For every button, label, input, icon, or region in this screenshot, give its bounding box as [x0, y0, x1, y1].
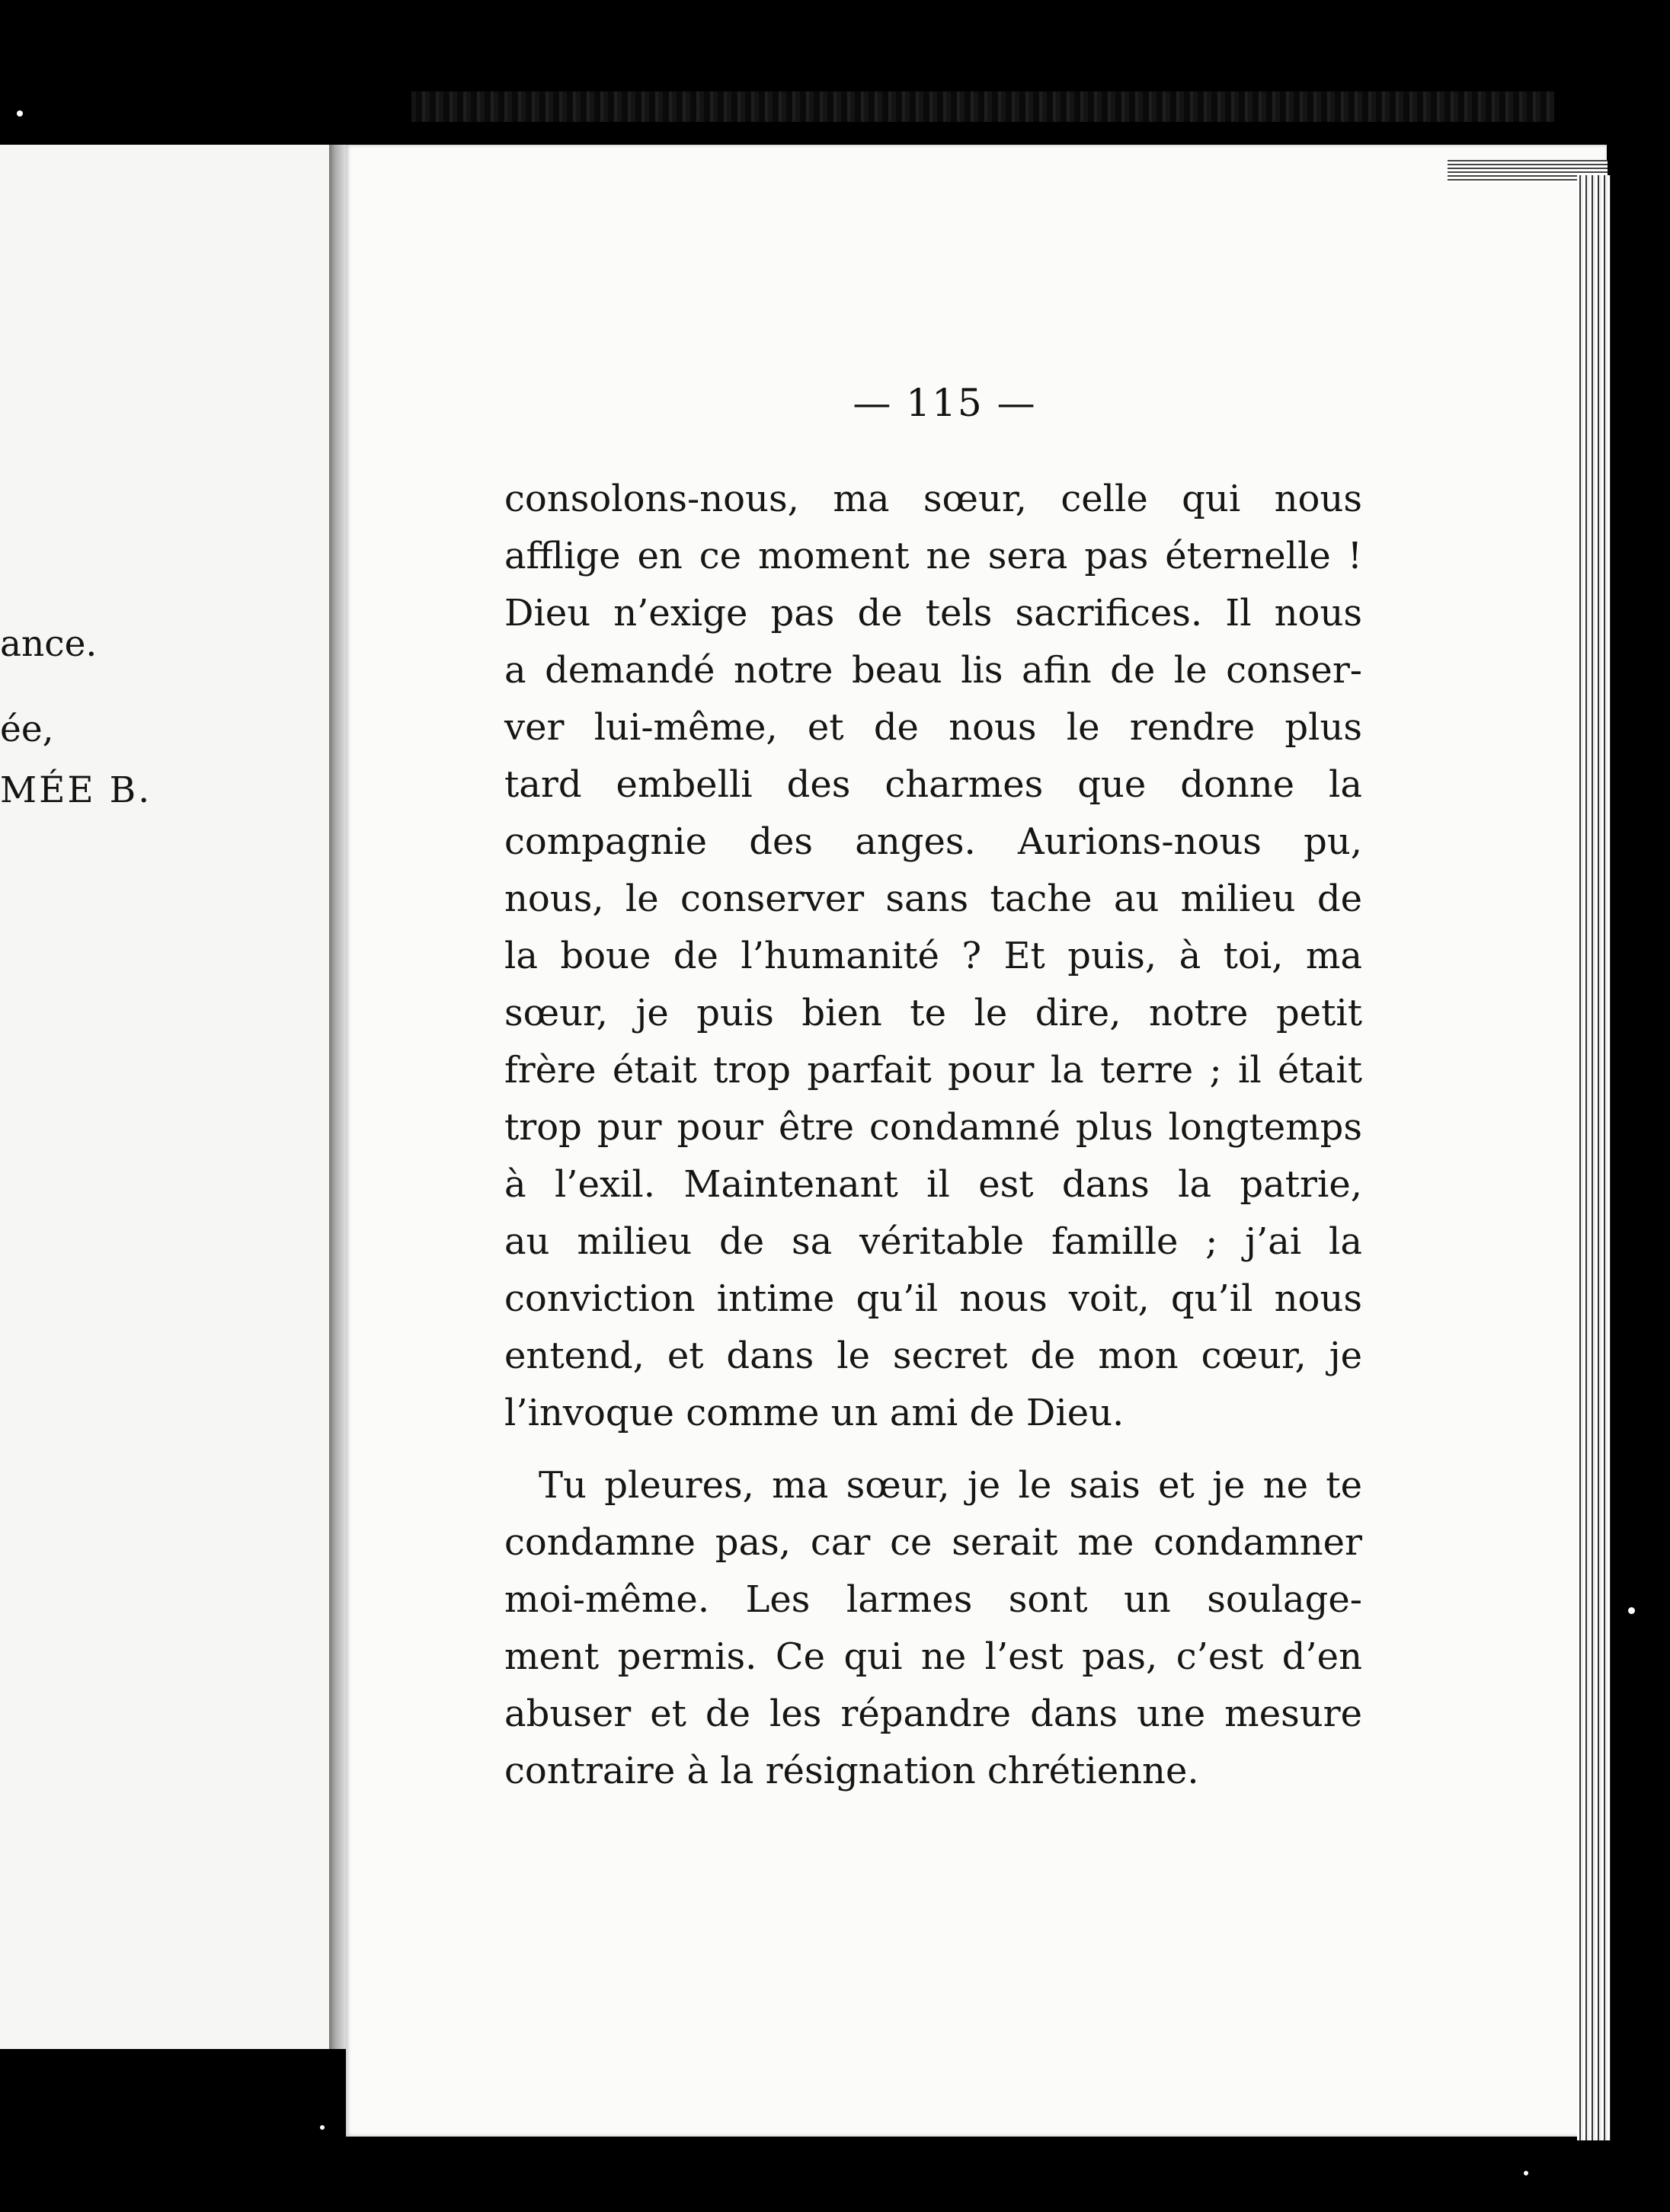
body-text-line: Dieu n’exige pas de tels sacrifices. Il nous [504, 592, 1362, 635]
body-text-line: contraire à la résignation chrétienne. [504, 1750, 1199, 1792]
scan-speck [1628, 1607, 1635, 1614]
left-page-line: ée, [0, 708, 54, 750]
body-text-line: consolons-nous, ma sœur, celle qui nous [504, 478, 1362, 520]
body-text-line: l’invoque comme un ami de Dieu. [504, 1392, 1125, 1434]
left-page-signature: MÉE B. [0, 769, 152, 811]
body-text-line: sœur, je puis bien te le dire, notre petit [504, 992, 1362, 1034]
body-text-line: entend, et dans le secret de mon cœur, je [504, 1335, 1362, 1377]
body-text-line: frère était trop parfait pour la terre ; il était [504, 1049, 1362, 1092]
body-text-line: au milieu de sa véritable famille ; j’ai la [504, 1220, 1362, 1263]
body-text-line: afflige en ce moment ne sera pas éternelle ! [504, 535, 1362, 577]
body-text-line: ment permis. Ce qui ne l’est pas, c’est d’en [504, 1635, 1362, 1678]
scan-noise [411, 91, 1554, 122]
scan-speck [320, 2125, 325, 2130]
body-text-line: abuser et de les répandre dans une mesure [504, 1693, 1362, 1735]
body-text-line: trop pur pour être condamné plus longtemps [504, 1106, 1362, 1149]
body-text-line: à l’exil. Maintenant il est dans la patrie, [504, 1163, 1362, 1206]
page-number: — 115 — [853, 381, 1037, 425]
body-text-line: condamne pas, car ce serait me condamner [504, 1521, 1362, 1564]
body-text-line: moi-même. Les larmes sont un soulage- [504, 1578, 1362, 1621]
body-text-line: tard embelli des charmes que donne la [504, 763, 1362, 806]
body-text-line: nous, le conserver sans tache au milieu de [504, 877, 1362, 920]
left-page-line: ance. [0, 623, 98, 665]
body-text-line: compagnie des anges. Aurions-nous pu, [504, 820, 1362, 863]
scan-speck [1524, 2171, 1528, 2175]
scan-speck [17, 110, 23, 117]
body-text-line: conviction intime qu’il nous voit, qu’il nous [504, 1277, 1362, 1320]
body-text-line: a demandé notre beau lis afin de le conser- [504, 649, 1362, 692]
body-text-line: ver lui-même, et de nous le rendre plus [504, 706, 1362, 749]
left-facing-page [0, 145, 331, 2049]
body-text-line: Tu pleures, ma sœur, je le sais et je ne te [539, 1464, 1362, 1507]
page-edges [1577, 175, 1611, 2140]
book-gutter [329, 145, 346, 2049]
body-text-line: la boue de l’humanité ? Et puis, à toi, ma [504, 935, 1362, 977]
